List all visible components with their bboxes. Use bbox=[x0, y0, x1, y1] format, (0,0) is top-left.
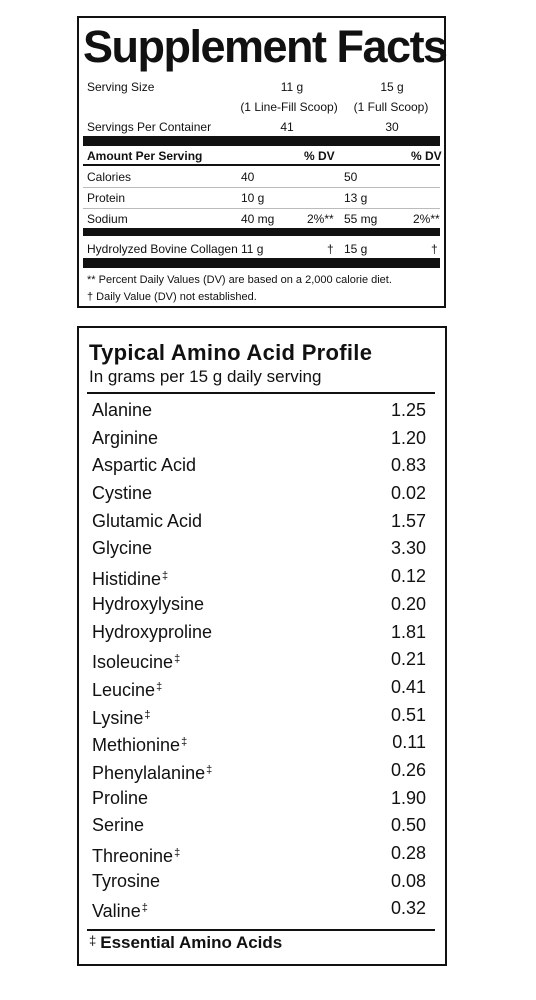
amino-acid-row bbox=[79, 398, 445, 426]
essential-mark: ‡ bbox=[144, 708, 151, 721]
essential-mark: ‡ bbox=[206, 763, 213, 776]
bottom-divider bbox=[87, 929, 435, 931]
supplement-facts-title: Supplement Facts bbox=[83, 21, 447, 72]
amino-acid-label: Lysine bbox=[92, 707, 144, 728]
amino-acid-value: 0.83 bbox=[390, 455, 426, 476]
amount-per-serving-header: Amount Per Serving bbox=[87, 149, 203, 163]
amino-acid-row bbox=[79, 481, 445, 509]
dv-header-col1: % DV bbox=[304, 149, 335, 163]
amino-acid-value: 0.11 bbox=[392, 732, 426, 753]
top-divider bbox=[87, 392, 435, 394]
amino-acid-row bbox=[79, 896, 445, 924]
amino-acid-name bbox=[92, 592, 204, 616]
amino-acid-label: Leucine bbox=[92, 679, 156, 700]
servings-col2: 30 bbox=[385, 120, 399, 134]
essential-mark: ‡ bbox=[162, 570, 169, 583]
row-divider bbox=[83, 187, 440, 188]
nutrient-name: Calories bbox=[87, 170, 132, 184]
essential-mark: ‡ bbox=[174, 653, 181, 666]
amino-acid-value: 0.51 bbox=[390, 704, 426, 725]
amino-acid-name bbox=[92, 730, 187, 757]
essential-mark: ‡ bbox=[181, 736, 188, 749]
amino-acid-name bbox=[92, 758, 212, 785]
dv-header-col2: % DV bbox=[411, 149, 442, 163]
nutrient-value-col1: 10 g bbox=[241, 191, 265, 205]
amino-acid-value: 1.20 bbox=[390, 427, 426, 448]
amino-acid-value: 1.81 bbox=[390, 621, 426, 642]
footnote-dv-basis: ** Percent Daily Values (DV) are based on a 2,000 calorie diet. bbox=[87, 274, 392, 286]
amino-acid-name bbox=[92, 509, 202, 533]
amino-acid-label: Proline bbox=[92, 787, 149, 808]
amino-acid-value: 1.57 bbox=[390, 510, 426, 531]
nutrient-dv-col2: 2%** bbox=[413, 212, 440, 226]
footnote-dv-not-established: † Daily Value (DV) not established. bbox=[87, 291, 257, 303]
amino-acid-value: 0.08 bbox=[390, 870, 426, 891]
amino-acid-label: Valine bbox=[92, 901, 141, 922]
essential-mark: ‡ bbox=[156, 680, 163, 693]
amino-acid-name bbox=[92, 426, 158, 450]
amino-acid-label: Serine bbox=[92, 815, 145, 836]
nutrient-dv-col2: † bbox=[431, 242, 438, 256]
amino-acid-row bbox=[79, 536, 445, 564]
amino-acid-row bbox=[79, 703, 445, 731]
thick-divider bbox=[83, 136, 440, 146]
nutrient-value-col2: 15 g bbox=[344, 242, 368, 256]
col1-scoop: (1 Line-Fill Scoop) bbox=[240, 100, 338, 114]
col1-amount: 11 g bbox=[280, 80, 304, 94]
nutrient-dv-col1: † bbox=[327, 242, 334, 256]
servings-col1: 41 bbox=[280, 120, 294, 134]
nutrient-name: Protein bbox=[87, 191, 126, 205]
amino-acid-label: Alanine bbox=[92, 400, 153, 420]
amino-acid-value: 0.50 bbox=[390, 815, 426, 836]
amino-acid-row bbox=[79, 426, 445, 454]
amino-acid-name bbox=[92, 786, 148, 810]
amino-acid-row bbox=[79, 841, 445, 869]
amino-acid-name bbox=[92, 564, 168, 591]
amino-acid-label: Arginine bbox=[92, 427, 159, 448]
col2-amount: 15 g bbox=[380, 80, 404, 94]
amino-acid-row bbox=[79, 869, 445, 897]
supplement-facts-panel bbox=[77, 16, 446, 308]
amino-acid-row bbox=[79, 453, 445, 481]
amino-acid-value: 0.28 bbox=[390, 843, 426, 863]
amino-acid-label: Methionine bbox=[92, 735, 181, 756]
essential-footnote bbox=[89, 933, 282, 953]
amino-acid-name bbox=[92, 647, 180, 674]
amino-acid-name bbox=[92, 398, 152, 422]
amino-acid-row bbox=[79, 675, 445, 703]
amino-acid-name bbox=[92, 536, 152, 560]
amino-acid-row bbox=[79, 758, 445, 786]
amino-acid-name bbox=[92, 813, 144, 837]
amino-acid-label: Cystine bbox=[92, 483, 153, 504]
thick-divider bbox=[83, 258, 440, 268]
nutrient-dv-col1: 2%** bbox=[307, 212, 334, 226]
essential-footnote-text: Essential Amino Acids bbox=[100, 933, 283, 952]
amino-acid-profile-panel bbox=[77, 326, 447, 966]
amino-acid-label: Threonine bbox=[92, 846, 174, 866]
header-divider bbox=[83, 164, 440, 166]
nutrient-value-col1: 40 mg bbox=[241, 212, 275, 226]
serving-size-label: Serving Size bbox=[87, 80, 155, 94]
amino-acid-label: Aspartic Acid bbox=[92, 455, 197, 476]
nutrient-name: Sodium bbox=[87, 212, 128, 226]
amino-acid-value: 0.32 bbox=[390, 898, 426, 919]
amino-acid-row bbox=[79, 730, 445, 758]
amino-acid-name bbox=[92, 841, 180, 868]
row-divider bbox=[83, 208, 440, 209]
essential-mark: ‡ bbox=[174, 847, 181, 859]
nutrient-value-col2: 50 bbox=[344, 170, 358, 184]
amino-acid-name bbox=[92, 896, 148, 923]
essential-mark: ‡ bbox=[141, 902, 148, 915]
amino-acid-value: 3.30 bbox=[390, 538, 426, 559]
amino-acid-label: Tyrosine bbox=[92, 870, 161, 891]
amino-profile-subtitle: In grams per 15 g daily serving bbox=[89, 367, 322, 386]
nutrient-value-col1: 11 g bbox=[241, 242, 264, 256]
amino-acid-name bbox=[92, 481, 152, 505]
nutrient-value-col1: 40 bbox=[241, 170, 255, 184]
amino-acid-name bbox=[92, 869, 160, 893]
amino-acid-value: 1.25 bbox=[390, 400, 426, 420]
amino-acid-row bbox=[79, 509, 445, 537]
nutrient-name: Hydrolyzed Bovine Collagen bbox=[87, 242, 238, 256]
amino-acid-label: Histidine bbox=[92, 569, 162, 590]
amino-acid-value: 0.20 bbox=[390, 593, 426, 614]
amino-acid-name bbox=[92, 620, 212, 644]
amino-acid-name bbox=[92, 453, 196, 477]
col2-scoop: (1 Full Scoop) bbox=[353, 100, 429, 114]
essential-mark: ‡ bbox=[89, 933, 97, 948]
amino-acid-label: Phenylalanine bbox=[92, 762, 206, 783]
amino-acid-row bbox=[79, 620, 445, 648]
amino-acid-value: 0.26 bbox=[390, 759, 426, 780]
amino-acid-label: Glycine bbox=[92, 538, 153, 559]
amino-acid-value: 1.90 bbox=[390, 787, 426, 808]
servings-per-container-label: Servings Per Container bbox=[87, 120, 212, 134]
amino-acid-row bbox=[79, 813, 445, 841]
amino-acid-row bbox=[79, 564, 445, 592]
thick-divider bbox=[83, 228, 440, 236]
amino-acid-label: Glutamic Acid bbox=[92, 510, 203, 531]
amino-acid-label: Hydroxylysine bbox=[92, 593, 205, 614]
nutrient-value-col2: 55 mg bbox=[344, 212, 378, 226]
amino-acid-label: Isoleucine bbox=[92, 652, 174, 673]
amino-acid-row bbox=[79, 647, 445, 675]
amino-acid-label: Hydroxyproline bbox=[92, 621, 213, 642]
amino-acid-row bbox=[79, 592, 445, 620]
amino-acid-value: 0.41 bbox=[390, 676, 426, 697]
amino-acid-list bbox=[79, 398, 445, 924]
amino-acid-name bbox=[92, 675, 162, 702]
amino-profile-title: Typical Amino Acid Profile bbox=[89, 340, 373, 365]
nutrient-value-col2: 13 g bbox=[344, 191, 368, 205]
amino-acid-value: 0.12 bbox=[390, 566, 426, 587]
amino-acid-value: 0.21 bbox=[390, 649, 426, 670]
amino-acid-name bbox=[92, 703, 151, 730]
amino-acid-row bbox=[79, 786, 445, 814]
amino-acid-value: 0.02 bbox=[390, 483, 426, 504]
